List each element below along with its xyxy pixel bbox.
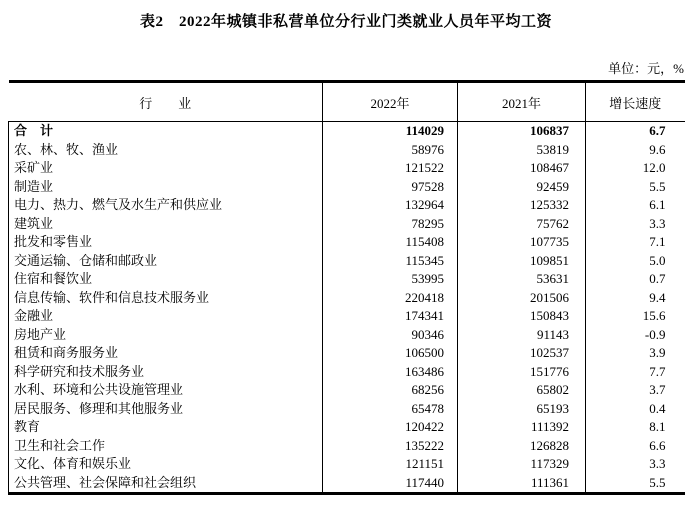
wage-2021-cell: 91143 [458,326,586,345]
growth-rate-cell: 5.5 [586,178,685,197]
wage-2022-cell: 117440 [323,474,458,494]
table-row [9,344,685,363]
col-header-industry: 行 业 [9,82,323,122]
wage-2022-cell: 53995 [323,270,458,289]
industry-name-cell: 教育 [9,418,323,437]
industry-name-cell: 批发和零售业 [9,233,323,252]
growth-rate-cell: 0.4 [586,400,685,419]
industry-name-cell: 科学研究和技术服务业 [9,363,323,382]
wage-2021-cell: 106837 [458,122,586,141]
wage-2022-cell: 115345 [323,252,458,271]
industry-name-cell: 农、林、牧、渔业 [9,141,323,160]
wage-2022-cell: 121522 [323,159,458,178]
wage-2022-cell: 68256 [323,381,458,400]
growth-rate-cell: 5.5 [586,474,685,494]
table-row [9,141,685,160]
wage-2021-cell: 107735 [458,233,586,252]
growth-rate-cell: 3.3 [586,215,685,234]
industry-name-cell: 卫生和社会工作 [9,437,323,456]
table-row [9,418,685,437]
wage-2021-cell: 150843 [458,307,586,326]
wage-2021-cell: 65802 [458,381,586,400]
wage-2022-cell: 58976 [323,141,458,160]
statistics-table-page [0,10,692,517]
wage-2022-cell: 97528 [323,178,458,197]
wage-2022-cell: 78295 [323,215,458,234]
industry-name-cell: 公共管理、社会保障和社会组织 [9,474,323,494]
wage-2022-cell: 65478 [323,400,458,419]
industry-name-cell: 采矿业 [9,159,323,178]
wage-2021-cell: 111392 [458,418,586,437]
industry-name-cell: 交通运输、仓储和邮政业 [9,252,323,271]
wage-2021-cell: 92459 [458,178,586,197]
table-header [9,82,685,122]
growth-rate-cell: 3.3 [586,455,685,474]
industry-name-cell: 房地产业 [9,326,323,345]
growth-rate-cell: 9.6 [586,141,685,160]
growth-rate-cell: -0.9 [586,326,685,345]
growth-rate-cell: 0.7 [586,270,685,289]
col-header-growth-rate: 增长速度 [586,82,685,122]
table-row [9,178,685,197]
table-row [9,400,685,419]
wage-2021-cell: 53819 [458,141,586,160]
wage-2021-cell: 109851 [458,252,586,271]
industry-name-cell: 合 计 [9,122,323,141]
wage-2021-cell: 108467 [458,159,586,178]
table-row [9,307,685,326]
industry-name-cell: 信息传输、软件和信息技术服务业 [9,289,323,308]
wage-2022-cell: 121151 [323,455,458,474]
wage-2022-cell: 120422 [323,418,458,437]
growth-rate-cell: 7.1 [586,233,685,252]
growth-rate-cell: 3.7 [586,381,685,400]
growth-rate-cell: 5.0 [586,252,685,271]
table-row [9,474,685,494]
industry-name-cell: 水利、环境和公共设施管理业 [9,381,323,400]
wage-2021-cell: 102537 [458,344,586,363]
wage-2022-cell: 115408 [323,233,458,252]
industry-name-cell: 制造业 [9,178,323,197]
wage-2021-cell: 125332 [458,196,586,215]
industry-name-cell: 租赁和商务服务业 [9,344,323,363]
growth-rate-cell: 6.1 [586,196,685,215]
table-row [9,252,685,271]
wage-2021-cell: 65193 [458,400,586,419]
industry-name-cell: 电力、热力、燃气及水生产和供应业 [9,196,323,215]
industry-name-cell: 居民服务、修理和其他服务业 [9,400,323,419]
wage-2022-cell: 90346 [323,326,458,345]
wage-2021-cell: 111361 [458,474,586,494]
wage-2022-cell: 106500 [323,344,458,363]
growth-rate-cell: 15.6 [586,307,685,326]
industry-name-cell: 住宿和餐饮业 [9,270,323,289]
wage-2022-cell: 114029 [323,122,458,141]
industry-name-cell: 建筑业 [9,215,323,234]
growth-rate-cell: 6.7 [586,122,685,141]
wage-2022-cell: 132964 [323,196,458,215]
table-row [9,289,685,308]
col-header-2021: 2021年 [458,82,586,122]
table-row [9,233,685,252]
unit-note: 单位：元，% [608,61,684,76]
wage-2021-cell: 75762 [458,215,586,234]
table-row [9,381,685,400]
table-row [9,122,685,141]
growth-rate-cell: 6.6 [586,437,685,456]
table-row [9,363,685,382]
growth-rate-cell: 8.1 [586,418,685,437]
wage-2022-cell: 174341 [323,307,458,326]
table-row [9,455,685,474]
table-row [9,437,685,456]
wage-2021-cell: 151776 [458,363,586,382]
table-body [9,122,685,494]
wage-2021-cell: 53631 [458,270,586,289]
wage-2021-cell: 201506 [458,289,586,308]
table-row [9,159,685,178]
header-row [9,82,685,122]
average-wage-table [8,80,685,495]
growth-rate-cell: 12.0 [586,159,685,178]
industry-name-cell: 金融业 [9,307,323,326]
wage-2021-cell: 117329 [458,455,586,474]
wage-2021-cell: 126828 [458,437,586,456]
table-row [9,270,685,289]
wage-2022-cell: 220418 [323,289,458,308]
growth-rate-cell: 7.7 [586,363,685,382]
page-title: 表2 2022年城镇非私营单位分行业门类就业人员年平均工资 [139,14,552,30]
industry-name-cell: 文化、体育和娱乐业 [9,455,323,474]
growth-rate-cell: 9.4 [586,289,685,308]
table-row [9,326,685,345]
col-header-2022: 2022年 [323,82,458,122]
wage-2022-cell: 135222 [323,437,458,456]
wage-2022-cell: 163486 [323,363,458,382]
table-row [9,196,685,215]
table-row [9,215,685,234]
growth-rate-cell: 3.9 [586,344,685,363]
